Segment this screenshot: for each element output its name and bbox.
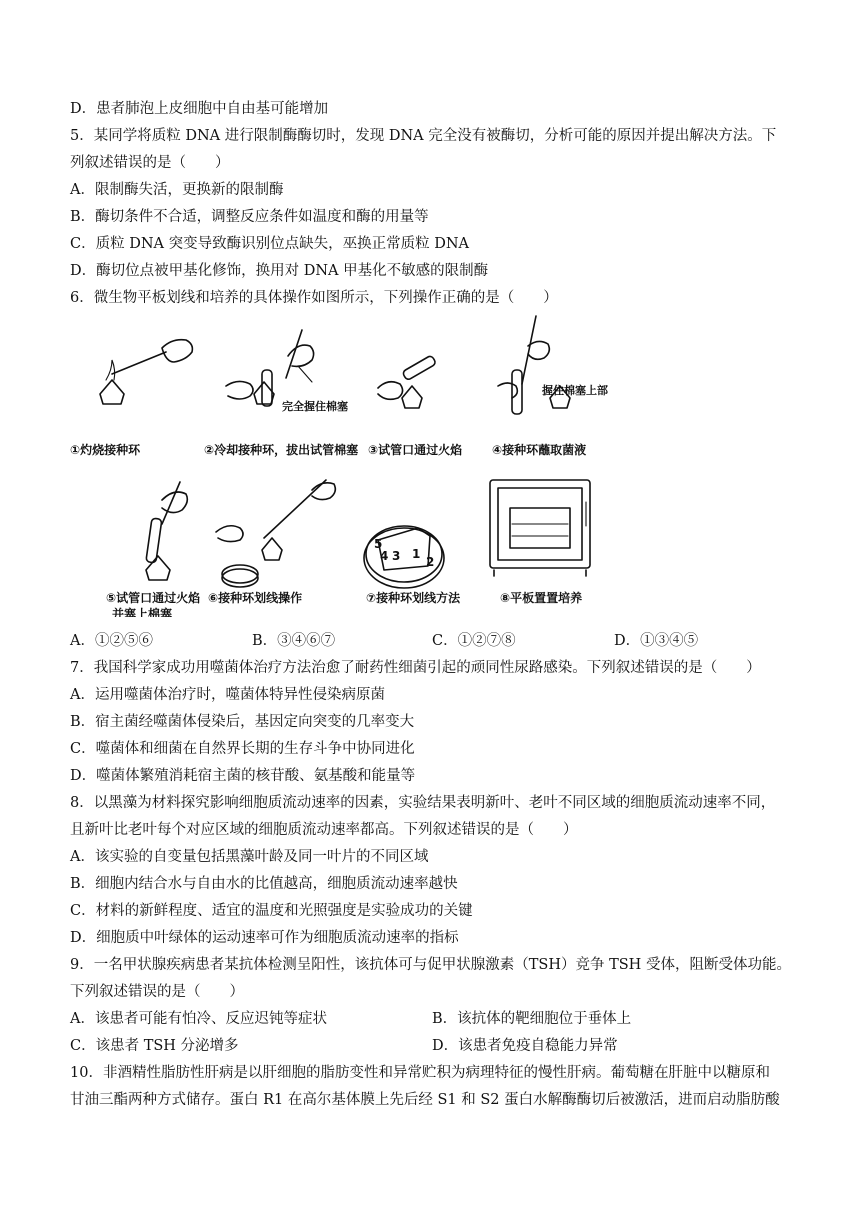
q10-stem-line-1: 10．非酒精性脂肪性肝病是以肝细胞的脂肪变性和异常贮积为病理特征的慢性肝病。葡萄糖在肝脏中以糖原和: [70, 1065, 770, 1081]
q4-option-d: D．患者肺泡上皮细胞中自由基可能增加: [70, 101, 329, 117]
q9-option-b: B．该抗体的靶细胞位于垂体上: [432, 1011, 632, 1027]
step1-flaming-loop-illustration: [100, 340, 192, 404]
step7-streak-pattern-illustration: [364, 526, 444, 588]
caption-step-8: ⑧平板置置培养: [500, 591, 583, 605]
q5-stem-line-2: 列叙述错误的是（ ）: [70, 155, 230, 171]
q10-stem-line-2: 甘油三酯两种方式储存。蛋白 R1 在高尔基体膜上先后经 S1 和 S2 蛋白水解酶酶切后被激活，进而启动脂肪酸: [70, 1092, 780, 1108]
q6-option-c: C．①②⑦⑧: [432, 633, 516, 649]
step4-dipping-loop-illustration: [498, 316, 570, 414]
q8-option-d: D．细胞质中叶绿体的运动速率可作为细胞质流动速率的指标: [70, 930, 459, 946]
streak-region-label: 4: [380, 549, 389, 563]
streak-region-label: 3: [392, 549, 401, 563]
q9-option-d: D．该患者免疫自稳能力异常: [432, 1038, 618, 1054]
q5-option-c: C．质粒 DNA 突变导致酶识别位点缺失，巫换正常质粒 DNA: [70, 236, 469, 252]
step5-plugging-tube-illustration: [146, 482, 187, 580]
caption-step-1: ①灼烧接种环: [70, 443, 141, 457]
q5-option-b: B．酶切条件不合适，调整反应条件如温度和酶的用量等: [70, 209, 429, 225]
streak-region-label: 2: [426, 555, 435, 569]
q7-stem: 7．我国科学家成功用噬菌体治疗方法治愈了耐药性细菌引起的顽同性尿路感染。下列叙述错误的是（ ）: [70, 660, 761, 676]
q6-option-b: B．③④⑥⑦: [252, 633, 336, 649]
step3-tube-flame-illustration: [378, 355, 436, 408]
caption-step-3: ③试管口通过火焰: [368, 443, 463, 457]
streak-region-label: 5: [374, 537, 383, 551]
q8-stem-line-2: 且新叶比老叶每个对应区域的细胞质流动速率都高。下列叙述错误的是（ ）: [70, 822, 578, 838]
q7-option-b: B．宿主菌经噬菌体侵染后，基因定向突变的几率变大: [70, 714, 415, 730]
q8-option-a: A．该实验的自变量包括黑藻叶龄及同一叶片的不同区域: [70, 849, 429, 865]
q9-stem-line-1: 9．一名甲状腺疾病患者某抗体检测呈阳性，该抗体可与促甲状腺激素（TSH）竞争 TSH 受体，阻断受体功能。: [70, 957, 791, 973]
q8-stem-line-1: 8．以黑藻为材料探究影响细胞质流动速率的因素，实验结果表明新叶、老叶不同区域的细胞质流动速率不同，: [70, 795, 776, 811]
caption-step-7: ⑦接种环划线方法: [366, 591, 461, 605]
q9-option-c: C．该患者 TSH 分泌增多: [70, 1038, 239, 1054]
q8-option-c: C．材料的新鲜程度、适宜的温度和光照强度是实验成功的关键: [70, 903, 473, 919]
q8-option-b: B．细胞内结合水与自由水的比值越高，细胞质流动速率越快: [70, 876, 458, 892]
step8-incubator-illustration: [490, 480, 590, 576]
q7-option-a: A．运用噬菌体治疗时，噬菌体特异性侵染病原菌: [70, 687, 385, 703]
step6-streaking-illustration: [216, 480, 335, 587]
note-grip-plug-top: 握住棉塞上部: [542, 384, 608, 397]
q9-option-a: A．该患者可能有怕冷、反应迟钝等症状: [70, 1011, 327, 1027]
q6-stem: 6．微生物平板划线和培养的具体操作如图所示，下列操作正确的是（ ）: [70, 290, 558, 306]
q5-option-a: A．限制酶失活，更换新的限制酶: [70, 182, 284, 198]
note-grip-plug-fully: 完全握住棉塞: [282, 400, 348, 413]
q5-option-d: D．酶切位点被甲基化修饰，换用对 DNA 甲基化不敏感的限制酶: [70, 263, 489, 279]
q6-option-d: D．①③④⑤: [614, 633, 699, 649]
q7-option-d: D．噬菌体繁殖消耗宿主菌的核苷酸、氨基酸和能量等: [70, 768, 416, 784]
q7-option-c: C．噬菌体和细菌在自然界长期的生存斗争中协同进化: [70, 741, 415, 757]
q9-stem-line-2: 下列叙述错误的是（ ）: [70, 984, 244, 1000]
caption-step-5: ⑤试管口通过火焰: [106, 591, 201, 605]
q6-option-a: A．①②⑤⑥: [70, 633, 153, 649]
caption-step-2: ②冷却接种环，拔出试管棉塞: [204, 443, 359, 457]
q5-stem-line-1: 5．某同学将质粒 DNA 进行限制酶酶切时，发现 DNA 完全没有被酶切，分析可能的原因并提出解决方法。下: [70, 128, 777, 144]
step2-cooling-loop-illustration: [226, 330, 314, 406]
caption-step-5-line-2: 并塞上棉塞: [112, 607, 173, 617]
streak-plate-procedure-figure: [66, 312, 636, 617]
caption-step-6: ⑥接种环划线操作: [208, 591, 303, 605]
caption-step-4: ④接种环蘸取菌液: [492, 443, 587, 457]
streak-region-label: 1: [412, 547, 421, 561]
